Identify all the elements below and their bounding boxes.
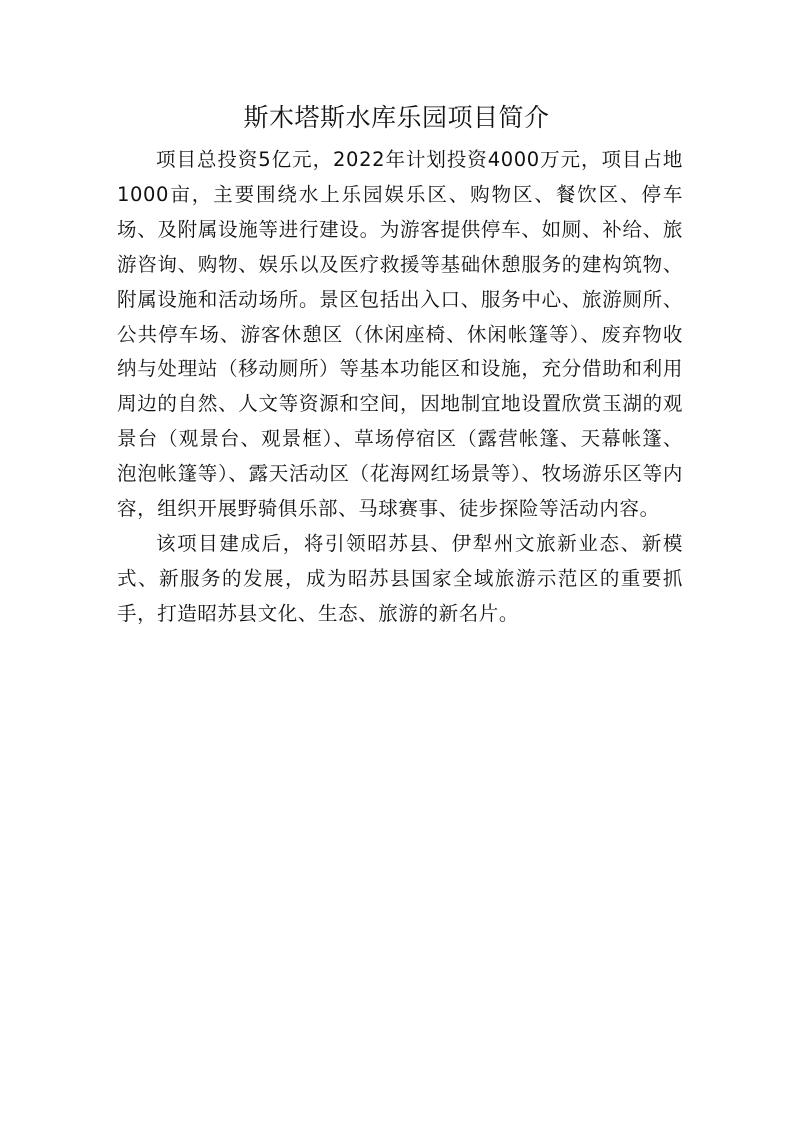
document-body [117, 143, 683, 632]
paragraph-project-overview: 项目总投资5亿元，2022年计划投资4000万元，项目占地1000亩，主要围绕水上乐园娱乐区、购物区、餐饮区、停车场、及附属设施等进行建设。为游客提供停车、如厕、补给、旅游咨询、购物、娱乐以及医疗救援等基础休憩服务的建构筑物、附属设施和活动场所。景区包括出入口、服务中心、旅游厕所、公共停车场、游客休憩区（休闲座椅、休闲帐篷等）、废弃物收纳与处理站（移动厕所）等基本功能区和设施，充分借助和利用周边的自然、人文等资源和空间，因地制宜地设置欣赏玉湖的观景台（观景台、观景框）、草场停宿区（露营帐篷、天幕帐篷、泡泡帐篷等）、露天活动区（花海网红场景等）、牧场游乐区等内容，组织开展野骑俱乐部、马球赛事、徒步探险等活动内容。 [117, 148, 683, 521]
paragraph-project-outcome: 该项目建成后，将引领昭苏县、伊犁州文旅新业态、新模式、新服务的发展，成为昭苏县国家全域旅游示范区的重要抓手，打造昭苏县文化、生态、旅游的新名片。 [117, 531, 683, 625]
page-title: 斯木塔斯水库乐园项目简介 [243, 103, 550, 132]
